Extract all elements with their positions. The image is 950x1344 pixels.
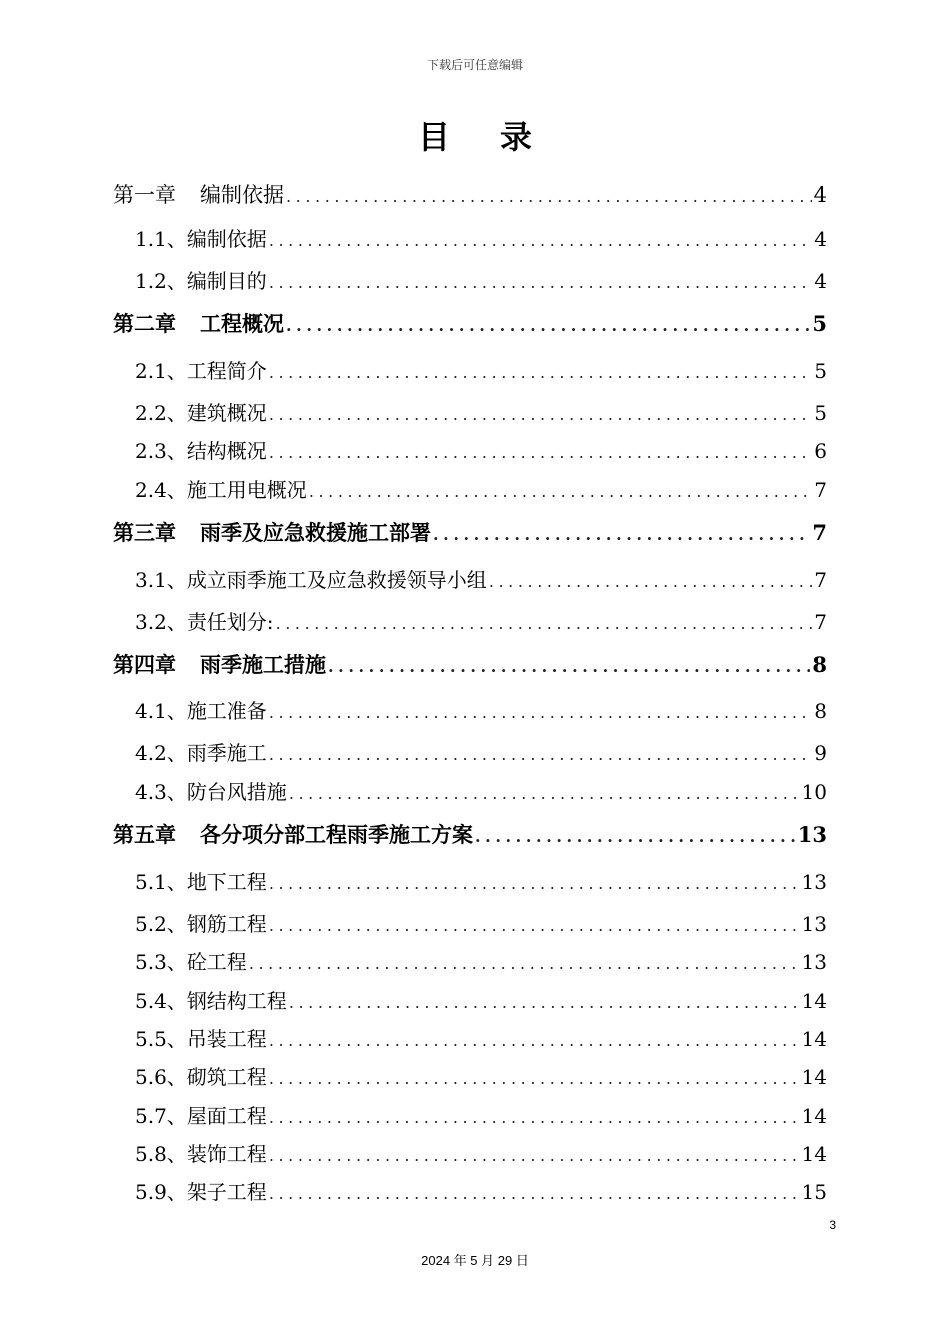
toc-entry-label (135, 471, 307, 509)
toc-dot-leader (269, 736, 812, 774)
toc-entry-title: 建筑概况 (186, 400, 267, 425)
toc-dot-leader (269, 434, 812, 472)
toc-entry-title: 雨季施工 (186, 741, 267, 766)
toc-entry-page: 5 (814, 400, 827, 425)
toc-entry-title: 屋面工程 (186, 1103, 267, 1128)
toc-entry-page: 14 (801, 1142, 827, 1167)
toc-entry-title: 各分项分部工程雨季施工方案 (200, 822, 473, 848)
toc-entry-title: 编制依据 (186, 227, 267, 251)
toc-entry-title: 成立雨季施工及应急救援领导小组 (186, 567, 487, 592)
toc-dot-leader (309, 473, 812, 511)
toc-section-entry[interactable] (113, 557, 827, 603)
toc-entry-label (135, 348, 267, 394)
toc-entry-page: 14 (801, 988, 827, 1013)
toc-section-entry[interactable] (113, 262, 827, 300)
toc-entry-page: 14 (801, 1026, 827, 1051)
toc-entry-number: 5.5、 (135, 1026, 187, 1051)
toc-entry-title: 架子工程 (186, 1180, 267, 1205)
toc-entry-label (135, 1020, 267, 1058)
toc-dot-leader (433, 511, 810, 559)
toc-entry-page: 7 (812, 520, 827, 546)
toc-entry-number: 5.1、 (135, 869, 187, 894)
toc-entry-page: 7 (814, 477, 827, 502)
toc-entry-number: 4.1、 (135, 699, 187, 724)
toc-entry-page: 7 (814, 609, 827, 634)
toc-entry-label (135, 216, 267, 262)
toc-section-entry[interactable] (113, 859, 827, 905)
toc-dot-leader (269, 264, 812, 302)
toc-chapter-entry[interactable] (113, 641, 827, 689)
toc-section-entry[interactable] (113, 773, 827, 811)
toc-chapter-entry[interactable] (113, 174, 827, 216)
toc-entry-label (135, 905, 267, 943)
toc-entry-page: 13 (801, 950, 827, 975)
toc-dot-leader (269, 350, 812, 396)
toc-entry-title: 责任划分: (186, 609, 274, 634)
toc-section-entry[interactable] (113, 348, 827, 394)
toc-entry-number: 5.2、 (135, 911, 187, 936)
toc-entry-page: 4 (814, 269, 827, 293)
toc-entry-label (135, 603, 274, 641)
toc-entry-title: 钢筋工程 (186, 911, 267, 936)
toc-entry-page: 9 (814, 741, 827, 766)
toc-entry-title: 吊装工程 (186, 1026, 267, 1051)
toc-section-entry[interactable] (113, 1020, 827, 1058)
toc-entry-title: 施工准备 (186, 699, 267, 724)
toc-dot-leader (289, 775, 800, 813)
toc-entry-number: 2.3、 (135, 439, 187, 464)
toc-entry-label (135, 943, 247, 981)
table-of-contents (113, 174, 827, 1212)
header-note: 下载后可任意编辑 (426, 58, 523, 72)
toc-entry-title: 砌筑工程 (186, 1065, 267, 1090)
toc-entry-label (135, 1097, 267, 1135)
toc-entry-title: 编制依据 (200, 183, 284, 207)
toc-dot-leader (269, 690, 812, 736)
toc-entry-title: 地下工程 (186, 869, 267, 894)
toc-dot-leader (276, 605, 813, 643)
toc-entry-number: 2.2、 (135, 400, 187, 425)
toc-entry-label (135, 1135, 267, 1173)
toc-entry-number: 3.2、 (135, 609, 187, 634)
toc-section-entry[interactable] (113, 432, 827, 470)
toc-entry-title: 工程概况 (200, 311, 284, 337)
toc-section-entry[interactable] (113, 734, 827, 772)
toc-entry-title: 编制目的 (186, 269, 267, 293)
toc-dot-leader (269, 396, 812, 434)
toc-entry-label (113, 509, 431, 557)
toc-dot-leader (269, 861, 800, 907)
toc-entry-label (135, 773, 287, 811)
toc-entry-label (135, 982, 287, 1020)
page-number: 3 (829, 1218, 836, 1232)
toc-section-entry[interactable] (113, 1097, 827, 1135)
toc-entry-label (135, 688, 267, 734)
toc-dot-leader (269, 1060, 800, 1098)
toc-entry-title: 施工用电概况 (186, 477, 307, 502)
toc-entry-page: 14 (801, 1103, 827, 1128)
toc-dot-leader (269, 1022, 800, 1060)
toc-entry-page: 8 (812, 651, 827, 677)
toc-entry-page: 7 (814, 567, 827, 592)
toc-entry-title: 防台风措施 (186, 779, 287, 804)
toc-entry-number: 5.6、 (135, 1065, 187, 1090)
toc-section-entry[interactable] (113, 394, 827, 432)
toc-entry-page: 6 (814, 439, 827, 464)
toc-section-entry[interactable] (113, 471, 827, 509)
toc-entry-label (113, 811, 473, 859)
toc-entry-number: 1.2、 (135, 269, 187, 293)
toc-section-entry[interactable] (113, 982, 827, 1020)
toc-entry-label (135, 1173, 267, 1211)
toc-entry-page: 13 (801, 911, 827, 936)
toc-entry-label (113, 174, 284, 216)
toc-entry-page: 4 (813, 183, 827, 207)
toc-dot-leader (249, 945, 800, 983)
toc-section-entry[interactable] (113, 1173, 827, 1211)
toc-entry-title: 工程简介 (186, 358, 267, 383)
toc-section-entry[interactable] (113, 1058, 827, 1096)
toc-entry-label (135, 859, 267, 905)
toc-entry-number: 第一章 (113, 183, 176, 207)
toc-dot-leader (475, 813, 796, 861)
toc-entry-label (135, 734, 267, 772)
toc-entry-label (113, 641, 326, 689)
toc-entry-title: 结构概况 (186, 439, 267, 464)
toc-entry-number: 3.1、 (135, 567, 187, 592)
toc-entry-page: 5 (814, 358, 827, 383)
toc-entry-page: 4 (814, 227, 827, 251)
toc-entry-number: 第五章 (113, 822, 176, 848)
toc-section-entry[interactable] (113, 1135, 827, 1173)
toc-dot-leader (269, 218, 812, 264)
toc-entry-page: 14 (801, 1065, 827, 1090)
toc-entry-title: 雨季及应急救援施工部署 (200, 520, 431, 546)
toc-section-entry[interactable] (113, 943, 827, 981)
toc-entry-title: 钢结构工程 (186, 988, 287, 1013)
toc-entry-number: 2.1、 (135, 358, 187, 383)
toc-entry-page: 10 (801, 779, 827, 804)
toc-section-entry[interactable] (113, 603, 827, 641)
toc-dot-leader (286, 302, 810, 350)
toc-entry-number: 5.3、 (135, 950, 187, 975)
toc-chapter-entry[interactable] (113, 300, 827, 348)
toc-entry-page: 8 (814, 699, 827, 724)
toc-dot-leader (269, 1137, 800, 1175)
toc-entry-label (135, 1058, 267, 1096)
toc-entry-page: 5 (812, 311, 827, 337)
toc-entry-title: 装饰工程 (186, 1142, 267, 1167)
toc-entry-label (135, 557, 487, 603)
toc-entry-label (135, 394, 267, 432)
toc-entry-page: 15 (801, 1180, 827, 1205)
toc-entry-number: 第四章 (113, 651, 176, 677)
toc-entry-number: 第二章 (113, 311, 176, 337)
toc-section-entry[interactable] (113, 688, 827, 734)
toc-entry-number: 5.8、 (135, 1142, 187, 1167)
toc-entry-title: 雨季施工措施 (200, 651, 326, 677)
toc-entry-label (135, 262, 267, 300)
toc-section-entry[interactable] (113, 905, 827, 943)
toc-entry-number: 1.1、 (135, 227, 187, 251)
footer-date: 2024 年 5 月 29 日 (421, 1253, 529, 1268)
toc-title: 目录 (417, 118, 582, 156)
toc-section-entry[interactable] (113, 216, 827, 262)
toc-chapter-entry[interactable] (113, 509, 827, 557)
toc-dot-leader (289, 984, 800, 1022)
toc-entry-number: 5.9、 (135, 1180, 187, 1205)
toc-entry-number: 4.2、 (135, 741, 187, 766)
toc-entry-title: 砼工程 (186, 950, 247, 975)
toc-entry-number: 第三章 (113, 520, 176, 546)
toc-entry-label (113, 300, 284, 348)
toc-dot-leader (269, 1099, 800, 1137)
toc-entry-page: 13 (801, 869, 827, 894)
toc-dot-leader (269, 907, 800, 945)
toc-entry-number: 2.4、 (135, 477, 187, 502)
toc-dot-leader (489, 559, 812, 605)
toc-entry-page: 13 (797, 822, 827, 848)
toc-entry-number: 5.4、 (135, 988, 187, 1013)
toc-dot-leader (328, 643, 810, 691)
toc-dot-leader (269, 1175, 800, 1213)
toc-dot-leader (286, 176, 812, 218)
toc-entry-label (135, 432, 267, 470)
toc-entry-number: 4.3、 (135, 779, 187, 804)
toc-entry-number: 5.7、 (135, 1103, 187, 1128)
toc-chapter-entry[interactable] (113, 811, 827, 859)
